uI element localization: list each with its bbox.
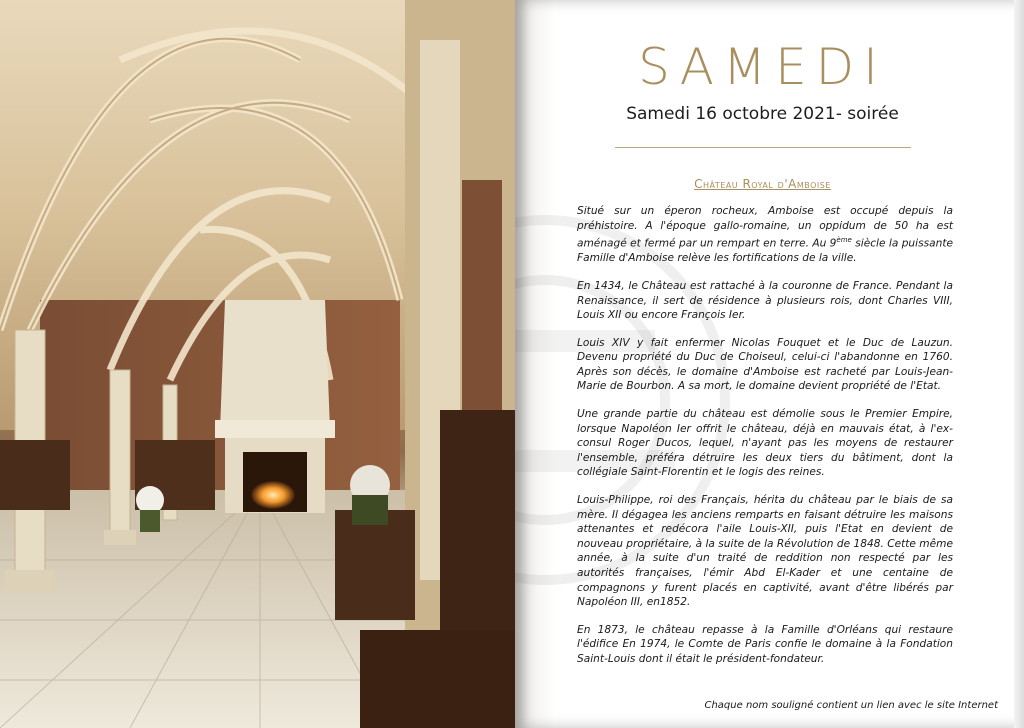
paragraph-3: Louis XIV y fait enfermer Nicolas Fouquet et le Duc de Lauzun. Devenu propriété du Duc de Choiseul, celui-ci l'abandonne en 1760. Après son décès, le domaine d'Amboise est racheté par Louis-Jean-Marie de Bourbon. A sa mort, le domaine devient propriété de l'Etat. <box>577 336 953 393</box>
link-footnote: Chaque nom souligné contient un lien avec le site Internet <box>704 700 998 711</box>
page-edge <box>1014 0 1024 728</box>
paragraph-5: Louis-Philippe, roi des Français, hérita du château par le biais de sa mère. Il dégagea les anciens remparts en faisant détruire les maisons attenantes et redécora l'aile Louis-XII, puis l'Etat en devient de nouveau propriétaire, à la suite de la Révolution de 1848. Cette même année, à la suite d'un traité de reddition non respecté par les autorités françaises, l'émir Abd El-Kader et une centaine de compagnons y furent placés en captivité, avant d'être libérés par Napoléon III, en1852. <box>577 494 953 609</box>
paragraph-4: Une grande partie du château est démolie sous le Premier Empire, lorsque Napoléon Ier offrit le château, déjà en mauvais état, à l'ex-consul Roger Ducos, lequel, n'ayant pas les moyens de restaurer l'ensemble, préféra détruire les deux tiers du bâtiment, dont la collégiale Saint-Florentin et le logis des reines. <box>577 408 953 479</box>
paragraph-6: En 1873, le château repasse à la Famille d'Orléans qui restaure l'édifice En 1974, le Comte de Paris confie le domaine à la Fondation Saint-Louis dont il était le président-fondateur. <box>577 623 953 665</box>
paragraph-1: Situé sur un éperon rocheux, Amboise est occupé depuis la préhistoire. A l'époque gallo-romaine, un oppidum de 50 ha est aménagé et fermé par un rempart en terre. Au 9ème siècle la puissante Famille d'Amboise relève les fortifications de la ville. <box>577 205 953 265</box>
paragraph-2: En 1434, le Château est rattaché à la couronne de France. Pendant la Renaissance, il sert de résidence à plusieurs rois, dont Charles VIII, Louis XII ou encore François Ier. <box>577 279 953 322</box>
history-text <box>577 204 953 680</box>
event-date: Samedi 16 octobre 2021- soirée <box>626 104 899 124</box>
page-title: SAMEDI <box>638 38 887 96</box>
program-page <box>515 0 1024 728</box>
title-divider <box>615 147 911 148</box>
chateau-link[interactable]: Château Royal d'Amboise <box>694 177 831 191</box>
